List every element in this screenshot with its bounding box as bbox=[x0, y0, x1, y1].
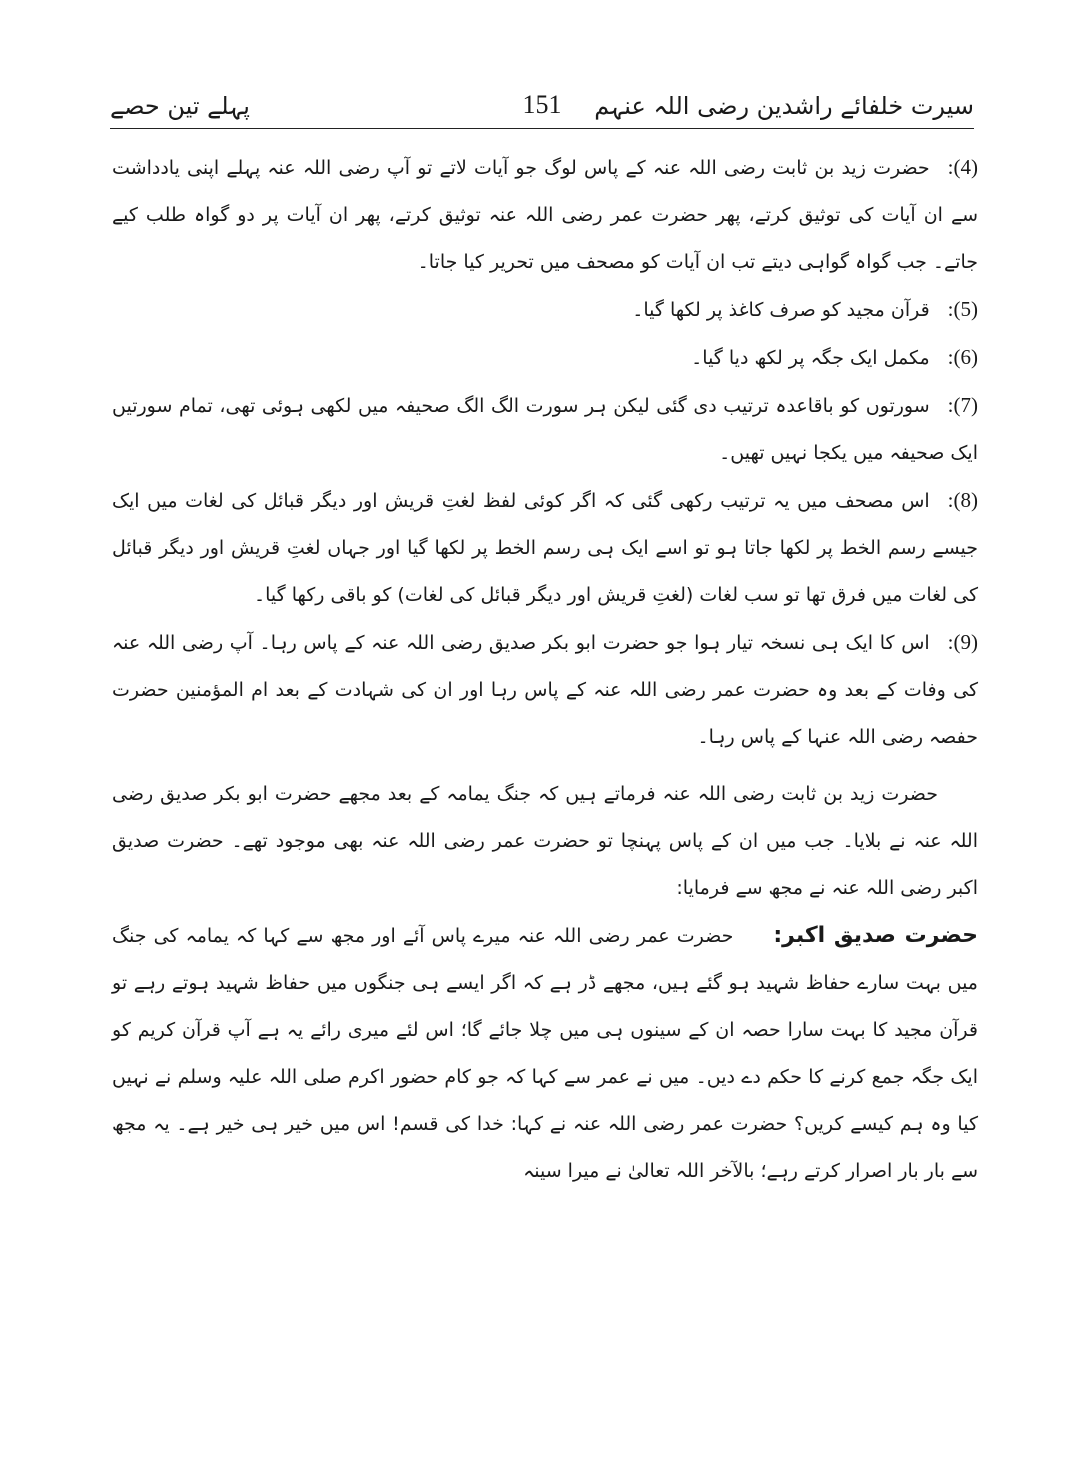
item-text: مکمل ایک جگہ پر لکھ دیا گیا۔ bbox=[691, 347, 930, 369]
item-text: اس کا ایک ہی نسخہ تیار ہوا جو حضرت ابو بکر صدیق رضی اللہ عنہ کے پاس رہا۔ آپ رضی اللہ عنہ کی وفات کے بعد وہ حضرت عمر رضی اللہ عنہ کے پاس رہا اور ان کی شہادت کے بعد ام المؤمنین حضرت حفصہ رضی اللہ عنہا کے پاس رہا۔ bbox=[112, 632, 978, 748]
item-text: حضرت زید بن ثابت رضی اللہ عنہ کے پاس لوگ جو آیات لاتے تو آپ رضی اللہ عنہ پہلے اپنی یادداشت سے ان آیات کی توثیق کرتے، پھر حضرت عمر رضی اللہ عنہ توثیق کرتے، پھر ان آیات پر دو گواہ طلب کیے جاتے۔ جب گواہ گواہی دیتے تب ان آیات کو مصحف میں تحریر کیا جاتا۔ bbox=[112, 157, 978, 273]
item-text: قرآن مجید کو صرف کاغذ پر لکھا گیا۔ bbox=[632, 299, 930, 321]
numbered-item-9 bbox=[112, 619, 978, 761]
item-number: (6): bbox=[947, 345, 978, 369]
dialogue-text: حضرت عمر رضی اللہ عنہ میرے پاس آئے اور مجھ سے کہا کہ یمامہ کی جنگ میں بہت سارے حفاظ شہید ہو گئے ہیں، مجھے ڈر ہے کہ اگر ایسے ہی جنگوں میں حفاظ شہید ہوتے رہے تو قرآن مجید کا بہت سارا حصہ ان کے سینوں ہی میں چلا جائے گا؛ اس لئے میری رائے یہ ہے آپ قرآن کریم کو ایک جگہ جمع کرنے کا حکم دے دیں۔ میں نے عمر سے کہا کہ جو کام حضور اکرم صلی اللہ علیہ وسلم نے نہیں کیا وہ ہم کیسے کریں؟ حضرت عمر رضی اللہ عنہ نے کہا: خدا کی قسم! اس میں خیر ہی خیر ہے۔ یہ مجھ سے بار بار اصرار کرتے رہے؛ بالآخر اللہ تعالیٰ نے میرا سینہ bbox=[112, 925, 978, 1182]
item-text: اس مصحف میں یہ ترتیب رکھی گئی کہ اگر کوئی لفظ لغتِ قریش اور دیگر قبائل کی لغات میں ایک جیسے رسم الخط پر لکھا جاتا ہو تو اسے ایک ہی رسم الخط پر لکھا گیا اور جہاں لغتِ قریش اور دیگر قبائل کی لغات میں فرق تھا تو سب لغات (لغتِ قریش اور دیگر قبائل کی لغات) کو باقی رکھا گیا۔ bbox=[112, 490, 978, 606]
running-header bbox=[110, 88, 974, 129]
item-number: (5): bbox=[947, 297, 978, 321]
item-number: (8): bbox=[947, 488, 978, 512]
item-text: سورتوں کو باقاعدہ ترتیب دی گئی لیکن ہر سورت الگ الگ صحیفہ میں لکھی ہوئی تھی، تمام سورتیں ایک صحیفہ میں یکجا نہیں تھیں۔ bbox=[112, 395, 978, 464]
item-number: (9): bbox=[947, 630, 978, 654]
numbered-item-5 bbox=[112, 286, 978, 334]
page-body bbox=[112, 144, 978, 1195]
numbered-item-8 bbox=[112, 477, 978, 619]
item-number: (4): bbox=[947, 155, 978, 179]
narration-paragraph: حضرت زید بن ثابت رضی اللہ عنہ فرماتے ہیں کہ جنگ یمامہ کے بعد مجھے حضرت ابو بکر صدیق رضی اللہ عنہ نے بلایا۔ جب میں ان کے پاس پہنچا تو حضرت عمر رضی اللہ عنہ بھی موجود تھے۔ حضرت صدیق اکبر رضی اللہ عنہ نے مجھ سے فرمایا: bbox=[112, 783, 978, 899]
item-number: (7): bbox=[947, 393, 978, 417]
page-number: 151 bbox=[522, 90, 562, 119]
section-title: پہلے تین حصے bbox=[110, 92, 250, 120]
numbered-item-6 bbox=[112, 334, 978, 382]
numbered-item-7 bbox=[112, 382, 978, 477]
speaker-label: حضرت صدیق اکبر: bbox=[773, 923, 978, 948]
dialogue-paragraph bbox=[112, 912, 978, 1195]
numbered-item-4 bbox=[112, 144, 978, 286]
book-title: سیرت خلفائے راشدین رضی اللہ عنہم bbox=[594, 92, 974, 120]
